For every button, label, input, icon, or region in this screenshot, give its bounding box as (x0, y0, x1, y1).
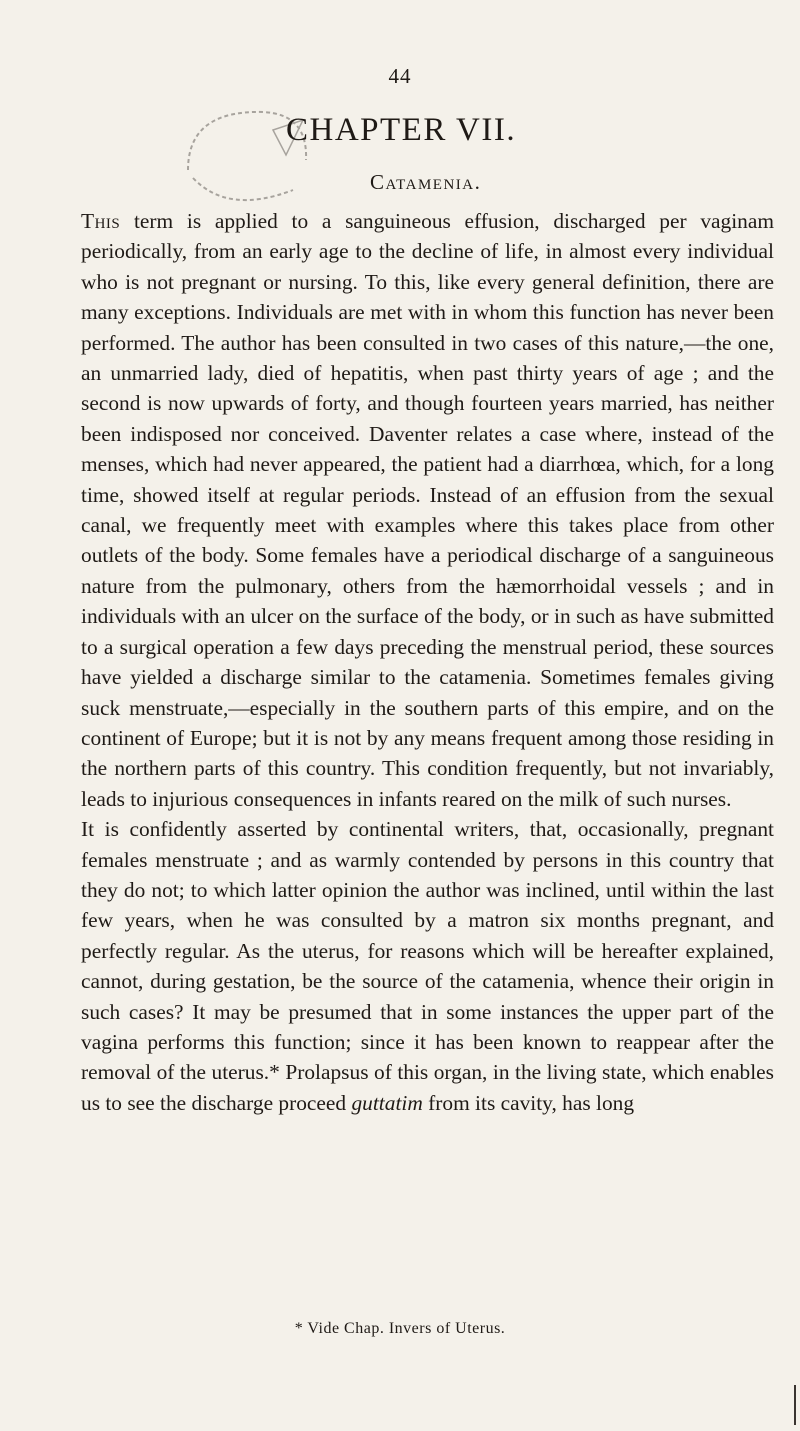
italic-term: guttatim (351, 1090, 423, 1115)
body-text (81, 206, 774, 1118)
paragraph-2-text: It is confidently asserted by continental writers, that, occasionally, pregnant females menstruate ; and as warmly contended by persons in this country that they do not; to which latter opinion the author was inclined, until within the last few years, when he was consulted by a matron six months pregnant, and perfectly regular. As the uterus, for reasons which will be hereafter explained, cannot, during gestation, be the source of the catamenia, whence their origin in such cases? It may be presumed that in some instances the upper part of the vagina performs this function; since it has been known to reappear after the removal of the uterus.* Prolapsus of this organ, in the living state, which enables us to see the discharge proceed (81, 817, 774, 1115)
footnote: * Vide Chap. Invers of Uterus. (294, 1320, 506, 1337)
paragraph-1-text: term is applied to a sanguineous effusion, discharged per vaginam periodically, from an early age to the decline of life, in almost every individual who is not pregnant or nursing. To this, like every general definition, there are many exceptions. Individuals are met with in whom this function has never been performed. The author has been consulted in two cases of this nature,—the one, an unmarried lady, died of hepatitis, when past thirty years of age ; and the second is now upwards of forty, and though fourteen years married, has neither been indisposed nor conceived. Daventer relates a case where, instead of the menses, which had never appeared, the patient had a diarrhœa, which, for a long time, showed itself at regular periods. Instead of an effusion from the sexual canal, we frequently meet with examples where this takes place from other outlets of the body. Some females have a periodical discharge of a sanguineous nature from the pulmonary, others from the hæmorrhoidal vessels ; and in individuals with an ulcer on the surface of the body, or in such as have submitted to a surgical operation a few days preceding the menstrual period, these sources have yielded a discharge similar to the catamenia. Sometimes females giving suck menstruate,—especially in the southern parts of this empire, and on the continent of Europe; but it is not by any means frequent among those residing in the northern parts of this country. This condition frequently, but not invariably, leads to injurious consequences in infants reared on the milk of such nurses. (81, 209, 774, 811)
paragraph-lead-word: This (81, 209, 121, 233)
paragraph-2-text-end: from its cavity, has long (422, 1090, 635, 1115)
paragraph-1 (81, 206, 774, 814)
chapter-subtitle: Catamenia. (370, 170, 482, 194)
page-edge-mark (794, 1385, 796, 1425)
paragraph-2 (81, 814, 774, 1118)
page-number: 44 (388, 64, 412, 88)
chapter-title: CHAPTER VII. (286, 112, 517, 148)
